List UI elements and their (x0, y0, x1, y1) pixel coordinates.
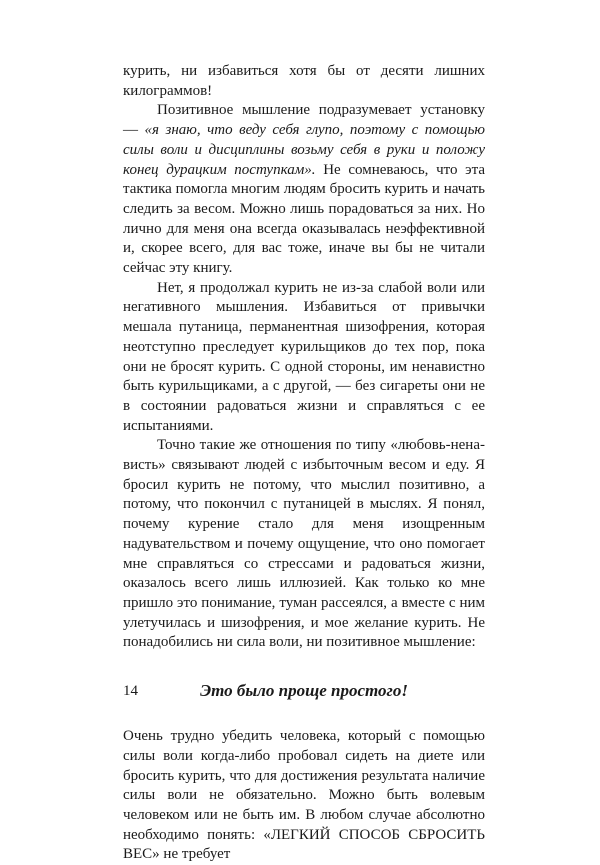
paragraph-2-quote: «я знаю, что веду себя глупо, поэтому с помощью силы воли и дисциплины возьму себя в руки и положу конец дурацким поступкам». (123, 122, 485, 178)
paragraph-3 (123, 279, 485, 437)
paragraph-1-text: курить, ни избавиться хотя бы от десяти лишних килограммов! (123, 63, 485, 99)
paragraph-2-tail: Не сомневаюсь, что эта тактика помогла многим людям бросить курить и начать следить за весом. Можно лишь порадоваться за них. Но лично для меня она всегда оказывалась неэффективной и, скорее всего, для вас тоже, иначе вы бы не читали сейчас эту книгу. (123, 161, 485, 277)
paragraph-5-text: Очень трудно убедить человека, который с помощью силы воли когда-либо пробовал сидеть на диете или бросить курить, что для достижения результата наличие силы воли не обязательно. Можно быть волевым человеком или не быть им. В любом случае абсолютно необходимо понять: «ЛЕГКИЙ СПОСОБ СБРОСИТЬ ВЕС» не требует (123, 728, 485, 863)
paragraph-4-text: Точно такие же отношения по типу «любовь-ненависть» связывают людей с избыточным весом и еду. Я бросил курить не потому, что мыслил позитивно, а потому, что покончил с путаницей в мыслях. Я понял, почему курение стало для меня изощренным надувательством и почему ощущение, что оно помогает мне справляться со стрессами и радоваться жизни, оказалось всего лишь иллюзией. Как только ко мне пришло это понимание, туман рассеялся, а вместе с ним улетучилась и шизофрения, и мое желание курить. Не понадобились ни сила воли, ни позитивное мышление: (123, 437, 485, 651)
paragraph-2 (123, 101, 485, 278)
paragraph-1 (123, 62, 485, 101)
paragraph-4 (123, 436, 485, 653)
paragraph-3-text: Нет, я продолжал курить не из-за слабой воли или негативного мышления. Избавиться от привычки мешала путаница, перманентная шизофрения, которая неотступно преследует курильщиков до тех пор, пока они не бросят курить. С одной стороны, им ненавистно быть курильщиками, а с другой, — без сигареты они не в состоянии радоваться жизни и справляться с ее испытаниями. (123, 279, 485, 434)
section-heading: Это было проще простого! (200, 681, 408, 701)
page-body (123, 62, 485, 865)
paragraph-2-lead: Позитивное мышление подразумевает установку — (123, 102, 485, 139)
paragraph-5 (123, 727, 485, 865)
page-number: 14 (123, 683, 138, 699)
section-gap (123, 711, 485, 727)
